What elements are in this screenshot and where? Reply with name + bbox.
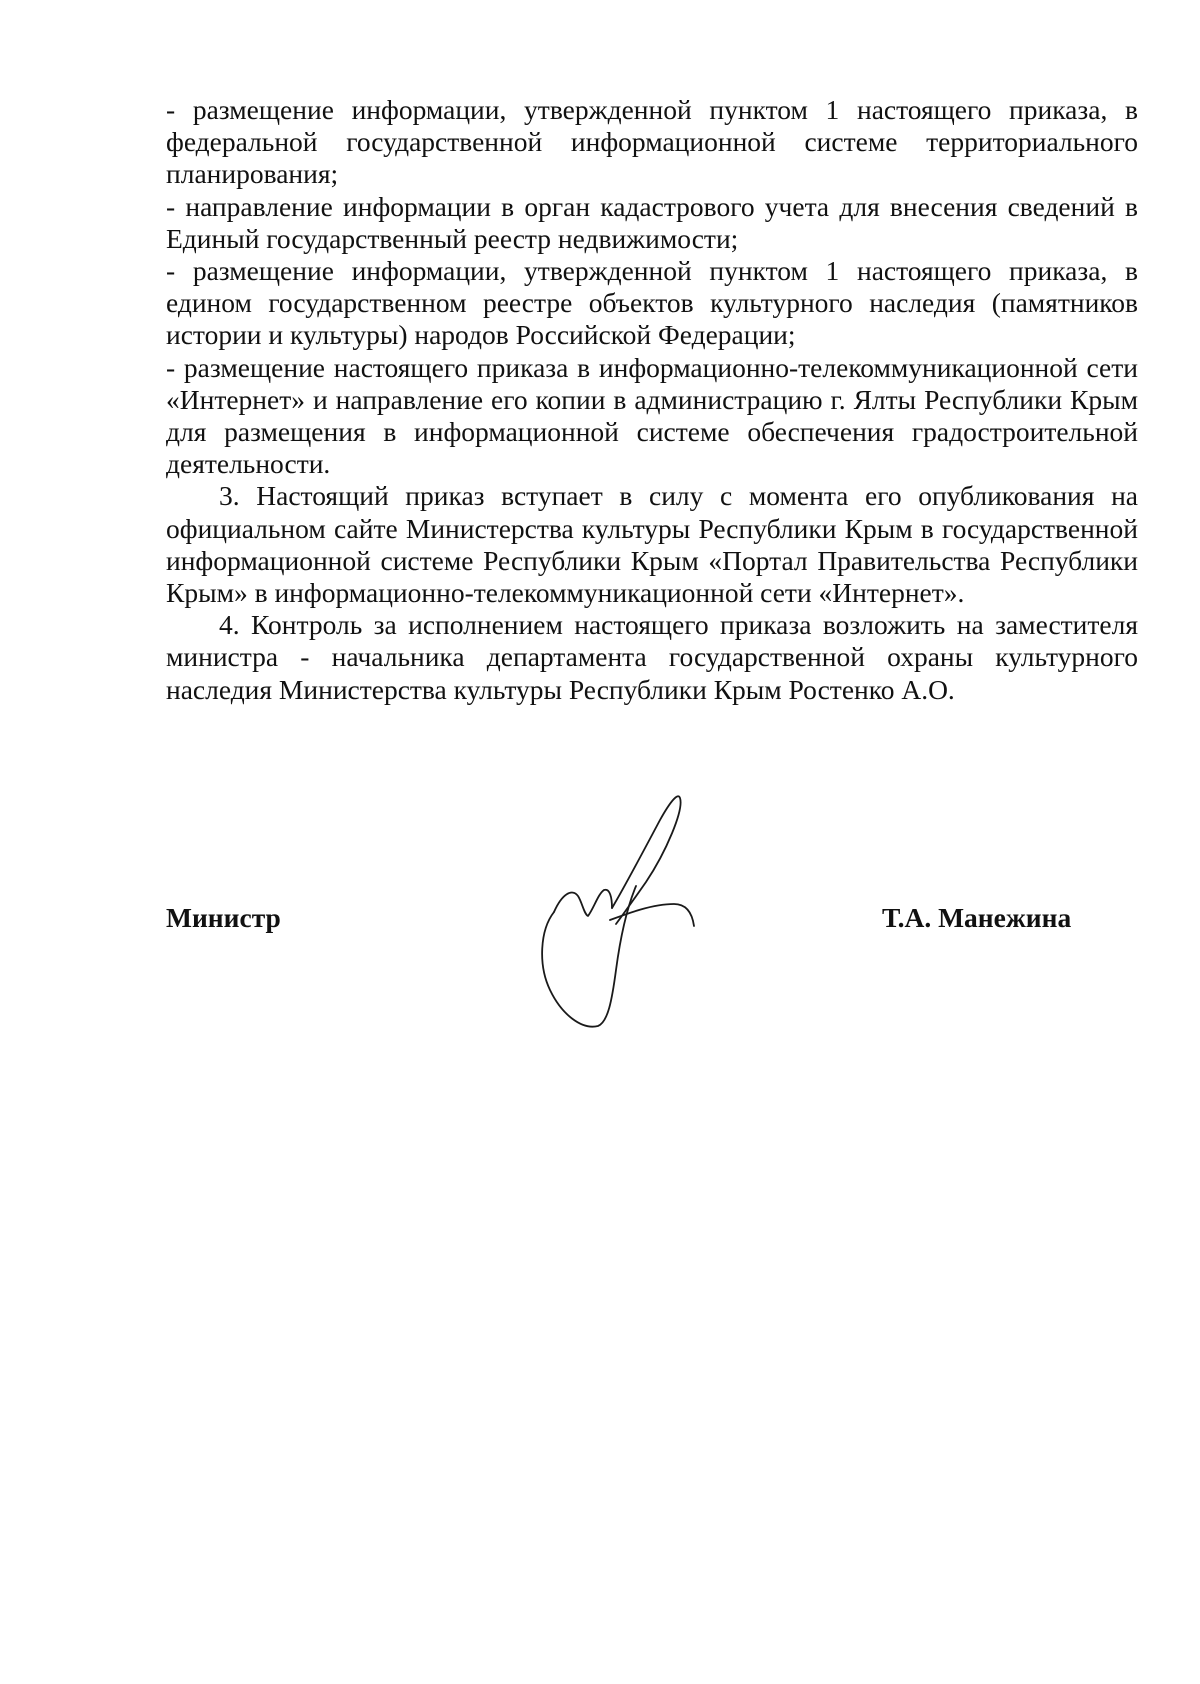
paragraph-heritage-registry: - размещение информации, утвержденной пунктом 1 настоящего приказа, в едином государственном реестре объектов культурного наследия (памятников истории и культуры) народов Российской Федерации; (166, 255, 1138, 351)
paragraph-egrn: - направление информации в орган кадастрового учета для внесения сведений в Единый государственный реестр недвижимости; (166, 190, 1138, 254)
signer-name: Т.А. Манежина (882, 902, 1072, 933)
paragraph-item-4: 4. Контроль за исполнением настоящего приказа возложить на заместителя министра - начальника департамента государственной охраны культурного наследия Министерства культуры Республики Крым Ростенко А.О. (166, 609, 1138, 705)
paragraph-internet-publication: - размещение настоящего приказа в информационно-телекоммуникационной сети «Интернет» и направление его копии в администрацию г. Ялты Республики Крым для размещения в информационной системе обеспечения градостроительной деятельности. (166, 351, 1138, 480)
paragraph-item-3: 3. Настоящий приказ вступает в силу с момента его опубликования на официальном сайте Министерства культуры Республики Крым в государственной информационной системе Республики Крым «Портал Правительства Республики Крым» в информационно-телекоммуникационной сети «Интернет». (166, 480, 1138, 609)
handwritten-signature (526, 790, 716, 1040)
position-title: Министр (166, 902, 281, 933)
paragraph-fgis-tp: - размещение информации, утвержденной пунктом 1 настоящего приказа, в федеральной государственной информационной системе территориального планирования; (166, 94, 1138, 190)
order-body-text (166, 94, 1138, 706)
signature-block (166, 790, 1138, 1050)
